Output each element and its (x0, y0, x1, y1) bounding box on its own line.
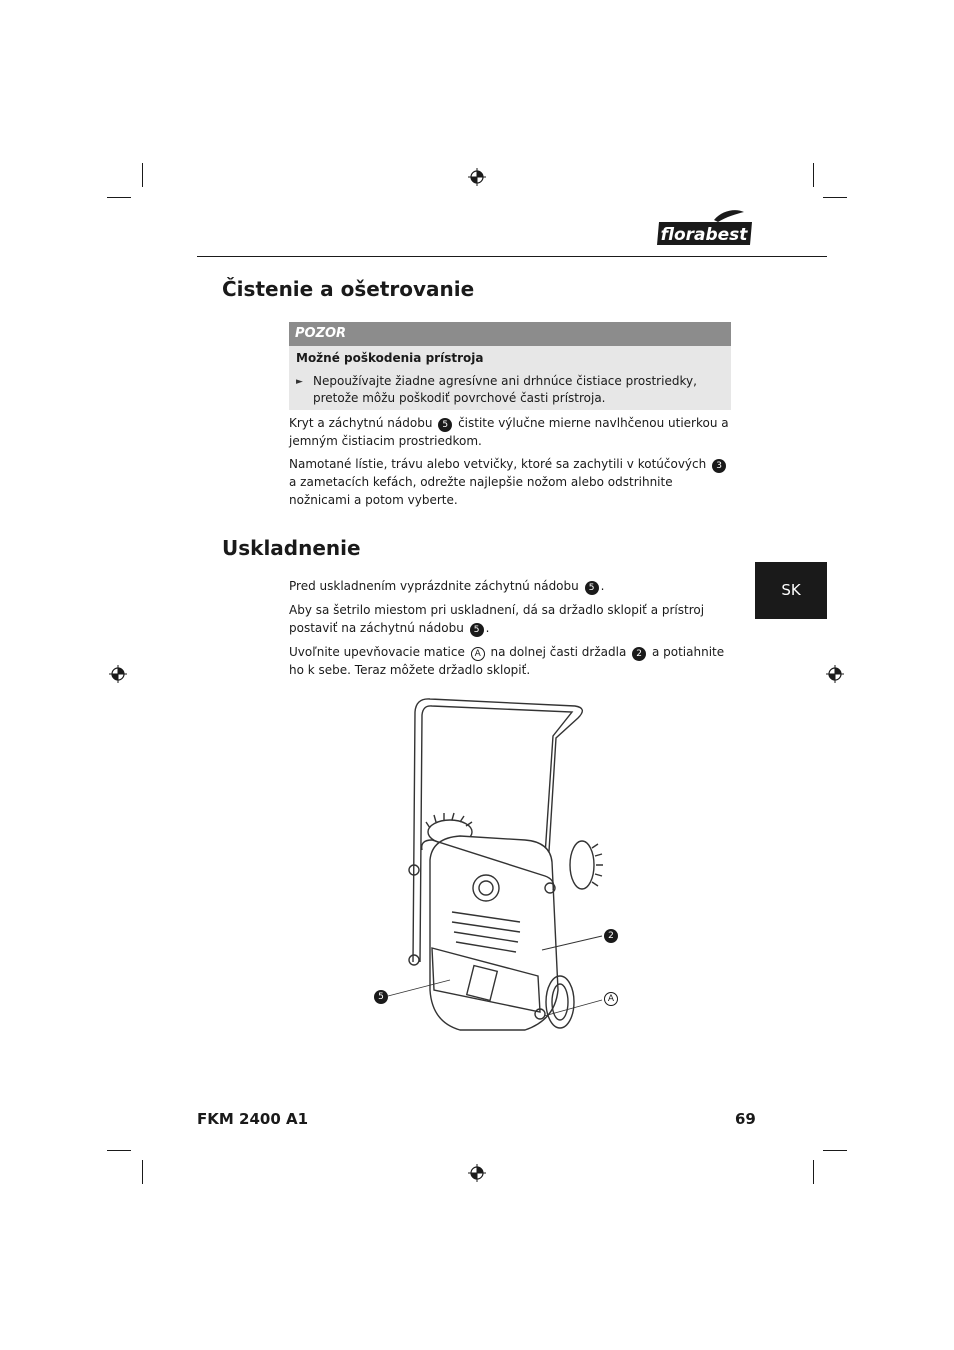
registration-mark-icon (108, 664, 128, 684)
warning-bullet-text: Nepoužívajte žiadne agresívne ani drhnúce čistiace prostriedky, pretože môžu poškodiť povrchové časti prístroja. (313, 374, 697, 405)
text: Aby sa šetrilo miestom pri uskladnení, dá sa držadlo sklopiť a prístroj postaviť na záchytnú nádobu (289, 603, 705, 635)
part-ref-badge: 5 (585, 581, 599, 595)
page-number: 69 (735, 1110, 756, 1128)
text: Kryt a záchytnú nádobu (289, 416, 433, 430)
warning-subtitle: Možné poškodenia prístroja (296, 351, 484, 365)
paragraph-cleaning-2 (289, 455, 734, 509)
warning-bullet (296, 373, 716, 407)
language-tab: SK (755, 562, 827, 619)
text: . (485, 621, 490, 635)
bullet-arrow-icon: ► (296, 377, 303, 387)
text: Pred uskladnením vyprázdnite záchytnú nádobu (289, 579, 579, 593)
section-title-cleaning: Čistenie a ošetrovanie (222, 277, 475, 301)
header-rule (197, 256, 827, 257)
part-ref-badge: 3 (712, 459, 726, 473)
registration-mark-icon (825, 664, 845, 684)
part-ref-badge: 2 (632, 647, 646, 661)
crop-mark (142, 163, 143, 187)
crop-mark (823, 1150, 847, 1151)
text: Uvoľnite upevňovacie matice (289, 645, 465, 659)
warning-label: POZOR (289, 322, 731, 346)
crop-mark (813, 1160, 814, 1184)
callout-2: 2 (604, 929, 618, 943)
text: Namotané lístie, trávu alebo vetvičky, ktoré sa zachytili v kotúčových (289, 457, 707, 471)
callout-a: A (604, 992, 618, 1006)
florabest-logo (656, 208, 756, 248)
paragraph-cleaning-1 (289, 414, 734, 450)
warning-box (289, 322, 731, 410)
part-ref-badge-outline: A (471, 647, 485, 661)
paragraph-storage-1 (289, 577, 734, 595)
paragraph-storage-2 (289, 601, 734, 637)
callout-5: 5 (374, 990, 388, 1004)
text: na dolnej časti držadla (490, 645, 627, 659)
part-ref-badge: 5 (470, 623, 484, 637)
text: čistite výlučne mierne navlhčenou utierkou a jemným čistiacim prostriedkom. (289, 416, 729, 448)
crop-mark (107, 197, 131, 198)
text: . (600, 579, 605, 593)
crop-mark (142, 1160, 143, 1184)
part-ref-badge: 5 (438, 418, 452, 432)
footer-model-name: FKM 2400 A1 (197, 1110, 309, 1128)
text: a zametacích kefách, odrežte najlepšie nožom alebo odstrihnite nožnicami a potom vyberte. (289, 475, 673, 507)
registration-mark-icon (467, 1163, 487, 1183)
registration-mark-icon (467, 167, 487, 187)
sweeper-storage-illustration (360, 690, 630, 1050)
paragraph-storage-3 (289, 643, 734, 679)
crop-mark (813, 163, 814, 187)
text: a potiahnite ho k sebe. Teraz môžete držadlo sklopiť. (289, 645, 725, 677)
section-title-storage: Uskladnenie (222, 536, 361, 560)
crop-mark (823, 197, 847, 198)
logo-text: florabest (660, 225, 748, 245)
crop-mark (107, 1150, 131, 1151)
